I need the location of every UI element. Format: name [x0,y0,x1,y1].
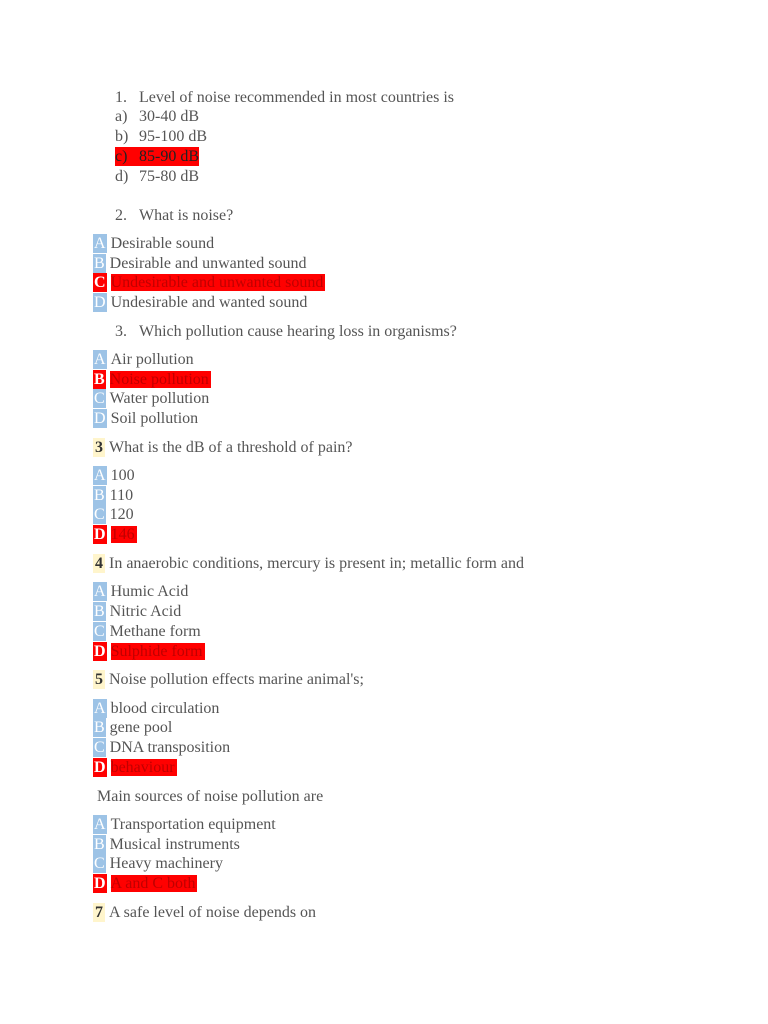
question-7 [97,787,323,806]
question-text: What is noise? [139,207,234,224]
option-letter-badge: C [94,739,105,756]
option-c [93,622,201,641]
option-text: Desirable and unwanted sound [109,255,307,272]
option-b [115,127,207,146]
option-c [93,389,209,408]
option-text: 75-80 dB [139,168,199,185]
option-text: Noise pollution [109,371,209,388]
option-letter-badge: C [94,623,105,640]
option-a [93,350,194,369]
option-b [93,254,307,273]
option-c [93,505,134,524]
option-letter-badge: D [94,294,106,311]
option-d-correct [93,758,177,777]
option-letter-badge: A [94,583,106,600]
option-text: Nitric Acid [109,603,182,620]
option-text: Air pollution [110,351,194,368]
question-text: In anaerobic conditions, mercury is present in; metallic form and [109,555,524,572]
option-letter-badge: C [94,274,106,291]
option-d [93,409,198,428]
option-a [93,582,188,601]
option-text: Humic Acid [110,583,189,600]
option-label: a) [115,108,128,125]
option-text: gene pool [109,719,173,736]
option-letter-badge: C [94,506,105,523]
option-text: 85-90 dB [139,148,199,165]
question-text: Level of noise recommended in most countries is [139,89,455,106]
option-letter-badge: A [94,700,106,717]
option-b-correct [93,370,211,389]
question-text: Noise pollution effects marine animal's; [109,671,364,688]
option-b [93,602,181,621]
option-b [93,835,240,854]
option-label: c) [115,148,128,165]
option-letter-badge: C [94,855,105,872]
question-number: 4 [95,555,103,572]
option-text: 100 [110,467,135,484]
question-5 [93,554,524,573]
option-c [93,738,230,757]
option-c-correct [115,147,199,166]
correct-answer-highlight [115,147,199,166]
option-letter-badge: B [94,371,105,388]
option-letter-badge: D [94,526,106,543]
question-number: 2. [115,207,127,224]
option-text: Musical instruments [109,836,240,853]
question-text: A safe level of noise depends on [109,904,317,921]
option-text: 30-40 dB [139,108,199,125]
question-8 [93,903,316,922]
option-text: Sulphide form [110,643,203,660]
option-a [93,466,135,485]
option-text: blood circulation [110,700,220,717]
question-number: 5 [95,671,103,688]
option-text: Desirable sound [110,235,215,252]
option-label: d) [115,168,129,185]
option-text: 110 [109,487,134,504]
option-d-correct [93,874,197,893]
option-letter-badge: B [94,719,105,736]
option-d [93,293,307,312]
option-a [93,234,214,253]
option-text: DNA transposition [109,739,231,756]
question-3 [115,322,457,341]
option-letter-badge: A [94,467,106,484]
option-text: Undesirable and wanted sound [110,294,308,311]
option-a [93,815,276,834]
option-text: Methane form [109,623,201,640]
option-letter-badge: C [94,390,105,407]
option-letter-badge: A [94,351,106,368]
option-letter-badge: B [94,487,105,504]
option-letter-badge: D [94,759,106,776]
option-letter-badge: D [94,410,106,427]
question-number: 3 [95,439,103,456]
option-letter-badge: A [94,816,106,833]
option-d-correct [93,525,137,544]
option-text: behaviour [110,759,175,776]
option-text: 120 [109,506,134,523]
question-6 [93,670,364,689]
option-d-correct [93,642,205,661]
question-1 [115,88,454,107]
option-text: A and C both [110,875,196,892]
question-4 [93,438,353,457]
option-d [115,167,199,186]
option-a [115,107,199,126]
question-text: Which pollution cause hearing loss in organisms? [139,323,457,340]
option-letter-badge: B [94,836,105,853]
option-b [93,486,133,505]
option-c [93,854,223,873]
option-text: Water pollution [109,390,210,407]
option-label: b) [115,128,129,145]
option-text: Heavy machinery [109,855,223,872]
question-text: Main sources of noise pollution are [97,788,324,805]
question-text: What is the dB of a threshold of pain? [109,439,353,456]
question-2 [115,206,233,225]
option-c-correct [93,273,325,292]
option-text: Undesirable and unwanted sound [110,274,324,291]
option-letter-badge: B [94,255,105,272]
option-text: Soil pollution [110,410,199,427]
option-letter-badge: A [94,235,106,252]
option-letter-badge: D [94,875,106,892]
option-letter-badge: B [94,603,105,620]
option-a [93,699,219,718]
option-text: 146 [110,526,135,543]
question-number: 3. [115,323,127,340]
option-letter-badge: D [94,643,106,660]
option-text: Transportation equipment [110,816,276,833]
question-number: 7 [95,904,103,921]
question-number: 1. [115,89,127,106]
option-text: 95-100 dB [139,128,207,145]
option-b [93,718,172,737]
